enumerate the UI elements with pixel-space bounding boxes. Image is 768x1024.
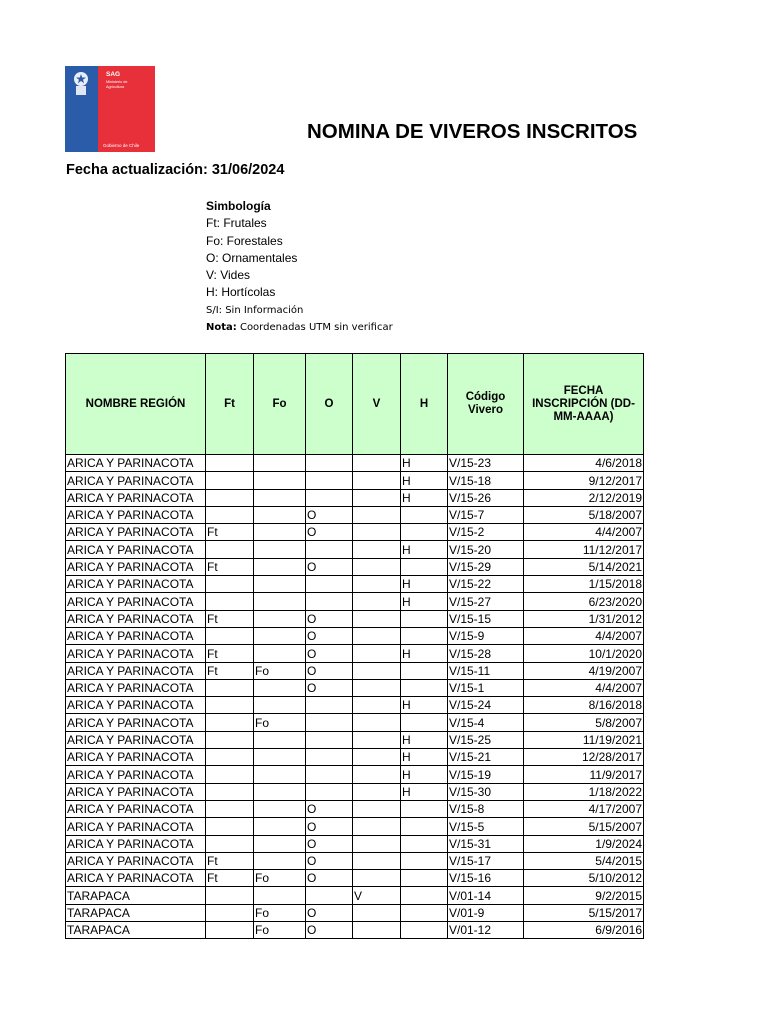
code-cell: V/15-30: [448, 783, 524, 800]
code-cell: V/15-19: [448, 766, 524, 783]
fo-cell: [254, 783, 306, 800]
v-cell: [353, 610, 401, 627]
column-header-code: Código Vivero: [448, 354, 524, 455]
code-cell: V/15-2: [448, 524, 524, 541]
ft-cell: [206, 922, 254, 939]
date-cell: 5/14/2021: [524, 558, 644, 575]
v-cell: [353, 472, 401, 489]
v-cell: V: [353, 887, 401, 904]
region-cell: TARAPACA: [66, 887, 206, 904]
code-cell: V/15-25: [448, 731, 524, 748]
table-row: [66, 662, 644, 679]
region-cell: ARICA Y PARINACOTA: [66, 455, 206, 472]
v-cell: [353, 800, 401, 817]
note-text: Coordenadas UTM sin verificar: [236, 322, 393, 334]
h-cell: H: [401, 489, 448, 506]
date-cell: 10/1/2020: [524, 645, 644, 662]
table-header-row: [66, 354, 644, 455]
o-cell: [306, 749, 353, 766]
ft-cell: [206, 835, 254, 852]
v-cell: [353, 714, 401, 731]
h-cell: [401, 818, 448, 835]
ft-cell: Ft: [206, 645, 254, 662]
table-row: [66, 749, 644, 766]
logo-brand: SAG: [106, 71, 121, 78]
v-cell: [353, 818, 401, 835]
date-cell: 5/8/2007: [524, 714, 644, 731]
o-cell: [306, 697, 353, 714]
region-cell: ARICA Y PARINACOTA: [66, 627, 206, 644]
ft-cell: [206, 576, 254, 593]
o-cell: [306, 731, 353, 748]
table-row: [66, 800, 644, 817]
table-row: [66, 870, 644, 887]
code-cell: V/15-31: [448, 835, 524, 852]
v-cell: [353, 731, 401, 748]
sag-logo: [65, 66, 155, 152]
v-cell: [353, 576, 401, 593]
fo-cell: [254, 627, 306, 644]
table-row: [66, 593, 644, 610]
h-cell: H: [401, 576, 448, 593]
legend-item: Fo: Forestales: [206, 233, 283, 248]
code-cell: V/15-26: [448, 489, 524, 506]
h-cell: [401, 524, 448, 541]
o-cell: O: [306, 852, 353, 869]
h-cell: H: [401, 645, 448, 662]
fo-cell: Fo: [254, 870, 306, 887]
date-cell: 11/12/2017: [524, 541, 644, 558]
table-row: [66, 489, 644, 506]
code-cell: V/15-18: [448, 472, 524, 489]
h-cell: [401, 922, 448, 939]
code-cell: V/15-23: [448, 455, 524, 472]
code-cell: V/15-4: [448, 714, 524, 731]
h-cell: H: [401, 731, 448, 748]
region-cell: ARICA Y PARINACOTA: [66, 766, 206, 783]
code-cell: V/15-5: [448, 818, 524, 835]
table-row: [66, 783, 644, 800]
region-cell: ARICA Y PARINACOTA: [66, 749, 206, 766]
ft-cell: [206, 714, 254, 731]
h-cell: H: [401, 766, 448, 783]
fo-cell: [254, 818, 306, 835]
h-cell: H: [401, 541, 448, 558]
o-cell: O: [306, 506, 353, 523]
v-cell: [353, 835, 401, 852]
h-cell: [401, 679, 448, 696]
update-date: Fecha actualización: 31/06/2024: [66, 162, 285, 178]
o-cell: O: [306, 800, 353, 817]
v-cell: [353, 645, 401, 662]
region-cell: ARICA Y PARINACOTA: [66, 818, 206, 835]
o-cell: [306, 472, 353, 489]
o-cell: [306, 489, 353, 506]
fo-cell: [254, 749, 306, 766]
table-row: [66, 558, 644, 575]
table-row: [66, 835, 644, 852]
chile-coat-of-arms-icon: [74, 72, 88, 95]
fo-cell: Fo: [254, 662, 306, 679]
date-cell: 5/18/2007: [524, 506, 644, 523]
fo-cell: [254, 489, 306, 506]
h-cell: [401, 887, 448, 904]
o-cell: [306, 783, 353, 800]
date-cell: 4/17/2007: [524, 800, 644, 817]
legend-item: V: Vides: [206, 268, 251, 283]
region-cell: ARICA Y PARINACOTA: [66, 472, 206, 489]
region-cell: ARICA Y PARINACOTA: [66, 835, 206, 852]
h-cell: [401, 904, 448, 921]
table-row: [66, 627, 644, 644]
table-row: [66, 610, 644, 627]
fo-cell: [254, 455, 306, 472]
table-row: [66, 922, 644, 939]
o-cell: [306, 576, 353, 593]
o-cell: O: [306, 524, 353, 541]
legend-sin-info: S/I: Sin Información: [206, 304, 304, 316]
fo-cell: Fo: [254, 904, 306, 921]
ft-cell: [206, 679, 254, 696]
table-row: [66, 697, 644, 714]
v-cell: [353, 558, 401, 575]
region-cell: ARICA Y PARINACOTA: [66, 783, 206, 800]
region-cell: ARICA Y PARINACOTA: [66, 541, 206, 558]
page-title: NOMINA DE VIVEROS INSCRITOS: [307, 120, 638, 143]
fo-cell: [254, 610, 306, 627]
h-cell: [401, 662, 448, 679]
fo-cell: Fo: [254, 714, 306, 731]
v-cell: [353, 506, 401, 523]
fo-cell: [254, 697, 306, 714]
column-header-fo: Fo: [254, 354, 306, 455]
region-cell: ARICA Y PARINACOTA: [66, 489, 206, 506]
table-row: [66, 818, 644, 835]
ft-cell: Ft: [206, 558, 254, 575]
code-cell: V/15-21: [448, 749, 524, 766]
ft-cell: Ft: [206, 524, 254, 541]
ft-cell: [206, 489, 254, 506]
date-cell: 5/4/2015: [524, 852, 644, 869]
date-cell: 1/18/2022: [524, 783, 644, 800]
h-cell: H: [401, 749, 448, 766]
column-header-ft: Ft: [206, 354, 254, 455]
ft-cell: [206, 887, 254, 904]
v-cell: [353, 489, 401, 506]
h-cell: H: [401, 455, 448, 472]
fo-cell: Fo: [254, 922, 306, 939]
region-cell: ARICA Y PARINACOTA: [66, 593, 206, 610]
o-cell: [306, 766, 353, 783]
v-cell: [353, 904, 401, 921]
date-cell: 11/19/2021: [524, 731, 644, 748]
table-row: [66, 887, 644, 904]
region-cell: ARICA Y PARINACOTA: [66, 697, 206, 714]
v-cell: [353, 627, 401, 644]
v-cell: [353, 922, 401, 939]
logo-ministry-line2: Agricultura: [106, 85, 125, 89]
code-cell: V/15-1: [448, 679, 524, 696]
table-row: [66, 524, 644, 541]
table-row: [66, 714, 644, 731]
code-cell: V/15-22: [448, 576, 524, 593]
region-cell: TARAPACA: [66, 904, 206, 921]
h-cell: [401, 800, 448, 817]
date-cell: 4/4/2007: [524, 524, 644, 541]
ft-cell: [206, 818, 254, 835]
fo-cell: [254, 541, 306, 558]
ft-cell: [206, 627, 254, 644]
o-cell: O: [306, 627, 353, 644]
code-cell: V/15-28: [448, 645, 524, 662]
date-cell: 5/10/2012: [524, 870, 644, 887]
date-cell: 1/31/2012: [524, 610, 644, 627]
table-row: [66, 904, 644, 921]
date-cell: 2/12/2019: [524, 489, 644, 506]
fo-cell: [254, 679, 306, 696]
date-cell: 4/4/2007: [524, 679, 644, 696]
fo-cell: [254, 593, 306, 610]
region-cell: ARICA Y PARINACOTA: [66, 506, 206, 523]
legend-item: H: Hortícolas: [206, 285, 276, 300]
code-cell: V/15-9: [448, 627, 524, 644]
h-cell: [401, 835, 448, 852]
ft-cell: [206, 697, 254, 714]
region-cell: ARICA Y PARINACOTA: [66, 558, 206, 575]
h-cell: [401, 852, 448, 869]
region-cell: ARICA Y PARINACOTA: [66, 679, 206, 696]
table-row: [66, 455, 644, 472]
ft-cell: Ft: [206, 852, 254, 869]
date-cell: 6/23/2020: [524, 593, 644, 610]
region-cell: ARICA Y PARINACOTA: [66, 576, 206, 593]
code-cell: V/15-8: [448, 800, 524, 817]
column-header-h: H: [401, 354, 448, 455]
region-cell: ARICA Y PARINACOTA: [66, 852, 206, 869]
o-cell: O: [306, 679, 353, 696]
code-cell: V/15-20: [448, 541, 524, 558]
ft-cell: [206, 455, 254, 472]
region-cell: ARICA Y PARINACOTA: [66, 524, 206, 541]
ft-cell: [206, 749, 254, 766]
column-header-region: NOMBRE REGIÓN: [66, 354, 206, 455]
h-cell: [401, 610, 448, 627]
region-cell: ARICA Y PARINACOTA: [66, 645, 206, 662]
ft-cell: [206, 800, 254, 817]
h-cell: H: [401, 472, 448, 489]
note-label: Nota:: [206, 322, 237, 334]
date-cell: 4/6/2018: [524, 455, 644, 472]
table-row: [66, 766, 644, 783]
ft-cell: Ft: [206, 662, 254, 679]
date-cell: 8/16/2018: [524, 697, 644, 714]
ft-cell: Ft: [206, 610, 254, 627]
fo-cell: [254, 887, 306, 904]
ft-cell: [206, 541, 254, 558]
v-cell: [353, 852, 401, 869]
region-cell: ARICA Y PARINACOTA: [66, 800, 206, 817]
code-cell: V/15-7: [448, 506, 524, 523]
table-row: [66, 679, 644, 696]
region-cell: ARICA Y PARINACOTA: [66, 731, 206, 748]
o-cell: [306, 593, 353, 610]
o-cell: O: [306, 610, 353, 627]
table-row: [66, 731, 644, 748]
fo-cell: [254, 472, 306, 489]
fo-cell: [254, 835, 306, 852]
v-cell: [353, 593, 401, 610]
logo-government: Gobierno de Chile: [103, 143, 140, 148]
o-cell: O: [306, 835, 353, 852]
region-cell: TARAPACA: [66, 922, 206, 939]
o-cell: [306, 541, 353, 558]
date-cell: 5/15/2017: [524, 904, 644, 921]
h-cell: H: [401, 593, 448, 610]
code-cell: V/15-27: [448, 593, 524, 610]
fo-cell: [254, 766, 306, 783]
code-cell: V/15-16: [448, 870, 524, 887]
o-cell: [306, 887, 353, 904]
date-cell: 1/15/2018: [524, 576, 644, 593]
ft-cell: [206, 783, 254, 800]
h-cell: [401, 506, 448, 523]
code-cell: V/15-29: [448, 558, 524, 575]
h-cell: [401, 558, 448, 575]
ft-cell: [206, 506, 254, 523]
column-header-o: O: [306, 354, 353, 455]
date-cell: 9/12/2017: [524, 472, 644, 489]
logo-red-band: [98, 66, 155, 152]
table-row: [66, 852, 644, 869]
o-cell: O: [306, 558, 353, 575]
table-row: [66, 645, 644, 662]
fo-cell: [254, 645, 306, 662]
o-cell: O: [306, 818, 353, 835]
ft-cell: [206, 472, 254, 489]
column-header-date: FECHA INSCRIPCIÓN (DD-MM-AAAA): [524, 354, 644, 455]
o-cell: O: [306, 645, 353, 662]
code-cell: V/01-9: [448, 904, 524, 921]
fo-cell: [254, 731, 306, 748]
date-cell: 4/19/2007: [524, 662, 644, 679]
date-cell: 6/9/2016: [524, 922, 644, 939]
o-cell: O: [306, 662, 353, 679]
ft-cell: [206, 904, 254, 921]
table-row: [66, 541, 644, 558]
code-cell: V/15-17: [448, 852, 524, 869]
date-cell: 9/2/2015: [524, 887, 644, 904]
fo-cell: [254, 800, 306, 817]
code-cell: V/01-14: [448, 887, 524, 904]
o-cell: [306, 455, 353, 472]
h-cell: [401, 714, 448, 731]
code-cell: V/01-12: [448, 922, 524, 939]
v-cell: [353, 749, 401, 766]
column-header-v: V: [353, 354, 401, 455]
legend-note: [206, 319, 393, 336]
code-cell: V/15-11: [448, 662, 524, 679]
fo-cell: [254, 558, 306, 575]
v-cell: [353, 679, 401, 696]
legend-item: O: Ornamentales: [206, 250, 298, 265]
date-cell: 11/9/2017: [524, 766, 644, 783]
region-cell: ARICA Y PARINACOTA: [66, 714, 206, 731]
code-cell: V/15-24: [448, 697, 524, 714]
o-cell: O: [306, 922, 353, 939]
fo-cell: [254, 576, 306, 593]
v-cell: [353, 662, 401, 679]
fo-cell: [254, 506, 306, 523]
ft-cell: Ft: [206, 870, 254, 887]
v-cell: [353, 870, 401, 887]
v-cell: [353, 455, 401, 472]
v-cell: [353, 766, 401, 783]
ft-cell: [206, 593, 254, 610]
date-cell: 12/28/2017: [524, 749, 644, 766]
h-cell: [401, 870, 448, 887]
region-cell: ARICA Y PARINACOTA: [66, 870, 206, 887]
region-cell: ARICA Y PARINACOTA: [66, 610, 206, 627]
table-row: [66, 506, 644, 523]
region-cell: ARICA Y PARINACOTA: [66, 662, 206, 679]
h-cell: H: [401, 697, 448, 714]
ft-cell: [206, 766, 254, 783]
v-cell: [353, 524, 401, 541]
o-cell: O: [306, 870, 353, 887]
ft-cell: [206, 731, 254, 748]
o-cell: O: [306, 904, 353, 921]
h-cell: H: [401, 783, 448, 800]
v-cell: [353, 697, 401, 714]
nursery-table: [65, 353, 644, 939]
fo-cell: [254, 524, 306, 541]
h-cell: [401, 627, 448, 644]
v-cell: [353, 783, 401, 800]
table-row: [66, 576, 644, 593]
v-cell: [353, 541, 401, 558]
date-cell: 1/9/2024: [524, 835, 644, 852]
date-cell: 5/15/2007: [524, 818, 644, 835]
table-row: [66, 472, 644, 489]
legend: [206, 198, 393, 336]
logo-ministry-line1: Ministerio de: [106, 80, 128, 84]
o-cell: [306, 714, 353, 731]
legend-item: Ft: Frutales: [206, 216, 267, 231]
code-cell: V/15-15: [448, 610, 524, 627]
legend-heading: Simbología: [206, 199, 271, 213]
fo-cell: [254, 852, 306, 869]
date-cell: 4/4/2007: [524, 627, 644, 644]
